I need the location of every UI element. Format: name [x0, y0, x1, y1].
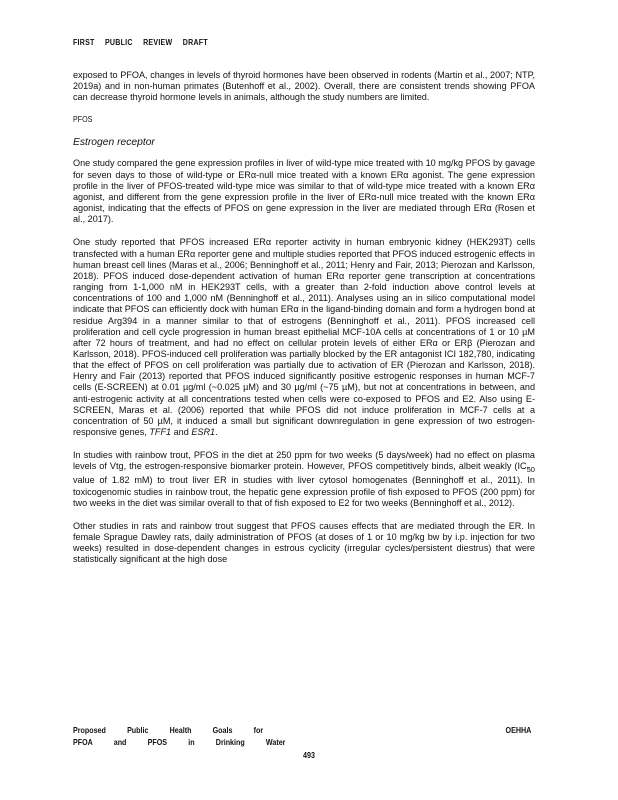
other-studies-paragraph: Other studies in rats and rainbow trout suggest that PFOS causes effects that are mediated through the ER. In female Sprague Dawley rats, daily administration of PFOS (at doses of 1 or 10 mg/kg bw by i.p. injection for two weeks) resulted in dose-dependent changes in estrous cyclicity (irregular cycles/persistent diestrus) that were statistically significant at the high dose	[73, 520, 535, 565]
footer-line-1: Proposed Public Health Goals for	[73, 725, 264, 735]
footer-organization: OEHHA	[505, 725, 531, 735]
reporter-activity-paragraph	[73, 237, 535, 438]
rainbow-trout-paragraph	[73, 450, 535, 509]
running-header: FIRST PUBLIC REVIEW DRAFT	[73, 37, 208, 47]
footer-title	[73, 725, 286, 748]
page-number: 493	[303, 750, 315, 760]
reporter-text: One study reported that PFOS increased ERα reporter activity in human embryonic kidney (HEK293T) cells transfected with a human ERα reporter gene and multiple studies reported that PFOS induced estrogenic effects in human breast cell lines (Maras et al., 2006; Benninghoff et al., 2011; Henry and Fair, 2013; Pierozan and Karlsson, 2018). PFOS induced dose-dependent activation of human ERα reporter gene transcription at concentrations ranging from 1-1,000 nM in HEK293T cells, with a greater than 2-fold induction above control levels at concentrations of 100 and 1,000 nM (Benninghoff et al., 2011). Analyses using an in silico computational model indicate that PFOS can efficiently dock with human ERα in the ligand-binding domain and form a hydrogen bond at residue Arg394 in a manner similar to that of estrogens (Benninghoff et al., 2011). PFOS increased cell proliferation and cell cycle progression in human breast epithelial MCF-10A cells at concentrations of 1 or 10 µM after 72 hours of treatment, and had no effect on cellular protein levels of either ERα or ERβ (Pierozan and Karlsson, 2018). PFOS-induced cell proliferation was partially blocked by the ER antagonist ICI 182,780, indicating that the effect of PFOS on cell proliferation was partially due to activation of ER (Pierozan and Karlsson, 2018). Henry and Fair (2013) reported that PFOS induced significantly positive estrogenic responses in human MCF-7 cells (E-SCREEN) at 0.01 µg/ml (~0.025 µM) and 30 µg/ml (~75 µM), but not at concentrations in between, and anti-estrogenic activity at all concentrations tested when cells were co-exposed to PFOS and E2. Also using E-SCREEN, Maras et al. (2006) reported that while PFOS did not induce proliferation in MCF-7 cells at a concentration of 50 µM, it induced a small but significant downregulation in gene expression of two estrogen-responsive genes,	[73, 237, 535, 438]
trout-text-start: In studies with rainbow trout, PFOS in the diet at 250 ppm for two weeks (5 days/week) had no effect on plasma levels of Vtg, the estrogen-responsive biomarker protein. However, PFOS competitively binds, albeit weakly (IC	[73, 450, 535, 472]
subheading: Estrogen receptor	[73, 137, 155, 149]
main-content	[73, 70, 535, 577]
footer	[73, 725, 535, 748]
gene-expression-paragraph: One study compared the gene expression profiles in liver of wild-type mice treated with 10 mg/kg PFOS by gavage for seven days to those of wild-type or ERα-null mice treated with a known ERα agonist. The gene expression profile in the liver of PFOS-treated wild-type mice was similar to that of wild-type mice treated with a known ERα agonist, and different from the gene expression profile in the liver of ERα-null mice treated with the known ERα agonist, indicating that the effects of PFOS on gene expression in the liver are mediated through ERα (Rosen et al., 2017).	[73, 158, 535, 225]
section-heading: PFOS	[73, 114, 93, 125]
intro-paragraph: exposed to PFOA, changes in levels of thyroid hormones have been observed in rodents (Martin et al., 2007; NTP, 2019a) and in non-human primates (Butenhoff et al., 2002). Overall, there are consistent trends showing PFOA can decrease thyroid hormone levels in animals, although the study numbers are limited.	[73, 70, 535, 103]
reporter-period: .	[215, 427, 218, 438]
ic50-subscript: 50	[526, 465, 535, 475]
footer-line-2: PFOA and PFOS in Drinking Water	[73, 736, 286, 747]
gene-esr1: ESR1	[191, 427, 216, 438]
trout-text-end: value of 1.82 mM) to trout liver ER in studies with liver cytosol homogenates (Benninghoff et al., 2011). In toxicogenomic studies in rainbow trout, the hepatic gene expression profile of fish exposed to PFOS (200 ppm) for two weeks in the diet was similar overall to that of fish exposed to E2 for two weeks (Benninghoff et al., 2012).	[73, 475, 535, 508]
gene-conjunction: and	[173, 427, 189, 438]
gene-tff1: TFF1	[149, 427, 172, 438]
